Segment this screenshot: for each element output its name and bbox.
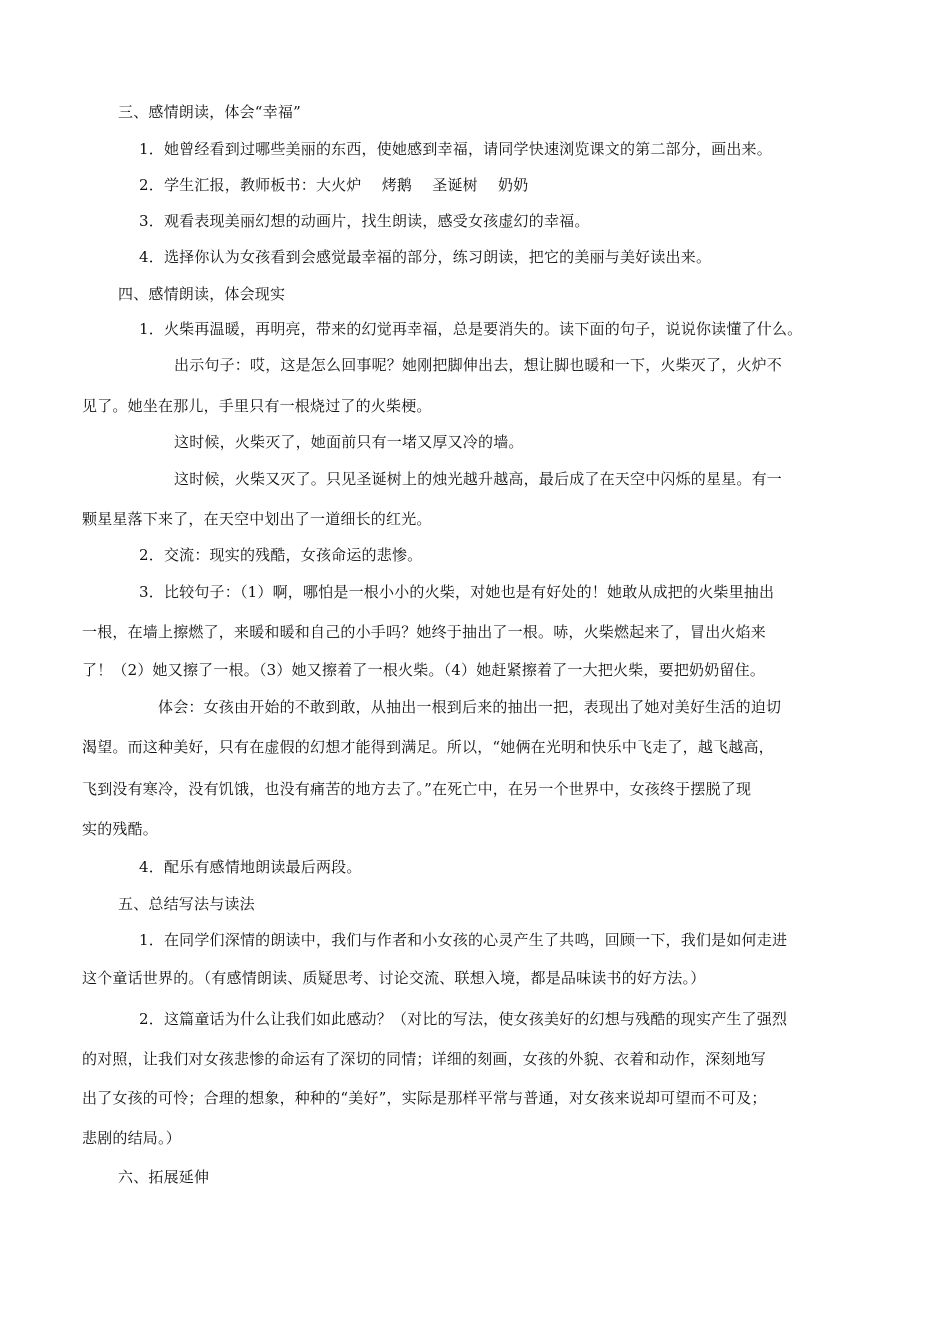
reflection-line-3: 飞到没有寒冷，没有饥饿，也没有痛苦的地方去了。”在死亡中，在另一个世界中，女孩终于摆脱了现 xyxy=(82,780,752,798)
section-5-item-2-line-3: 出了女孩的可怜；合理的想象，种种的“美好”，实际是那样平常与普通，对女孩来说却可望而不可及； xyxy=(82,1089,767,1107)
section-5-item-2-line-1: 2．这篇童话为什么让我们如此感动？（对比的写法，使女孩美好的幻想与残酷的现实产生了强烈 xyxy=(139,1010,788,1028)
section-3-item-1: 1．她曾经看到过哪些美丽的东西，使她感到幸福，请同学快速浏览课文的第二部分，画出来。 xyxy=(139,140,772,158)
reflection-line-2: 渴望。而这种美好，只有在虚假的幻想才能得到满足。所以，“她俩在光明和快乐中飞走了，越飞越高， xyxy=(82,738,774,756)
section-3-item-2: 2．学生汇报，教师板书：大火炉 烤鹅 圣诞树 奶奶 xyxy=(139,176,529,194)
quote-2: 这时候，火柴灭了，她面前只有一堵又厚又冷的墙。 xyxy=(174,433,524,451)
section-5-item-2-line-2: 的对照，让我们对女孩悲惨的命运有了深切的同情；详细的刻画，女孩的外貌、衣着和动作，深刻地写 xyxy=(82,1050,767,1068)
section-4-item-3-line-2: 一根，在墙上擦燃了，来暖和暖和自己的小手吗？她终于抽出了一根。哧，火柴燃起来了，冒出火焰来 xyxy=(82,623,767,641)
section-6-heading: 六、拓展延伸 xyxy=(118,1168,210,1186)
section-4-heading: 四、感情朗读，体会现实 xyxy=(118,285,286,303)
reflection-line-4: 实的残酷。 xyxy=(82,820,159,838)
quote-3-line-1: 这时候，火柴又灭了。只见圣诞树上的烛光越升越高，最后成了在天空中闪烁的星星。有一 xyxy=(174,470,783,488)
section-4-item-2: 2．交流：现实的残酷，女孩命运的悲惨。 xyxy=(139,546,423,564)
quote-1-line-1: 出示句子：哎，这是怎么回事呢？她刚把脚伸出去，想让脚也暖和一下，火柴灭了，火炉不 xyxy=(174,356,783,374)
section-4-item-1: 1．火柴再温暖，再明亮，带来的幻觉再幸福，总是要消失的。读下面的句子，说说你读懂了什么。 xyxy=(139,320,803,338)
reflection-line-1: 体会：女孩由开始的不敢到敢，从抽出一根到后来的抽出一把，表现出了她对美好生活的迫切 xyxy=(158,698,782,716)
section-3-heading: 三、感情朗读，体会“幸福” xyxy=(118,103,301,121)
quote-1-line-2: 见了。她坐在那儿，手里只有一根烧过了的火柴梗。 xyxy=(82,397,432,415)
quote-3-line-2: 颗星星落下来了，在天空中划出了一道细长的红光。 xyxy=(82,510,432,528)
section-5-heading: 五、总结写法与读法 xyxy=(118,895,255,913)
section-3-item-4: 4．选择你认为女孩看到会感觉最幸福的部分，练习朗读，把它的美丽与美好读出来。 xyxy=(139,248,712,266)
section-5-item-2-line-4: 悲剧的结局。） xyxy=(82,1129,181,1147)
section-5-item-1-line-1: 1．在同学们深情的朗读中，我们与作者和小女孩的心灵产生了共鸣，回顾一下，我们是如何走进 xyxy=(139,931,788,949)
section-4-item-4: 4．配乐有感情地朗读最后两段。 xyxy=(139,858,362,876)
section-3-item-3: 3．观看表现美丽幻想的动画片，找生朗读，感受女孩虚幻的幸福。 xyxy=(139,212,590,230)
section-4-item-3-line-3: 了！（2）她又擦了一根。（3）她又擦着了一根火柴。（4）她赶紧擦着了一大把火柴，要把奶奶留住。 xyxy=(82,661,766,679)
section-5-item-1-line-2: 这个童话世界的。（有感情朗读、质疑思考、讨论交流、联想入境，都是品味读书的好方法。） xyxy=(82,969,706,987)
section-4-item-3-line-1: 3．比较句子：（1）啊，哪怕是一根小小的火柴，对她也是有好处的！她敢从成把的火柴里抽出 xyxy=(139,583,775,601)
